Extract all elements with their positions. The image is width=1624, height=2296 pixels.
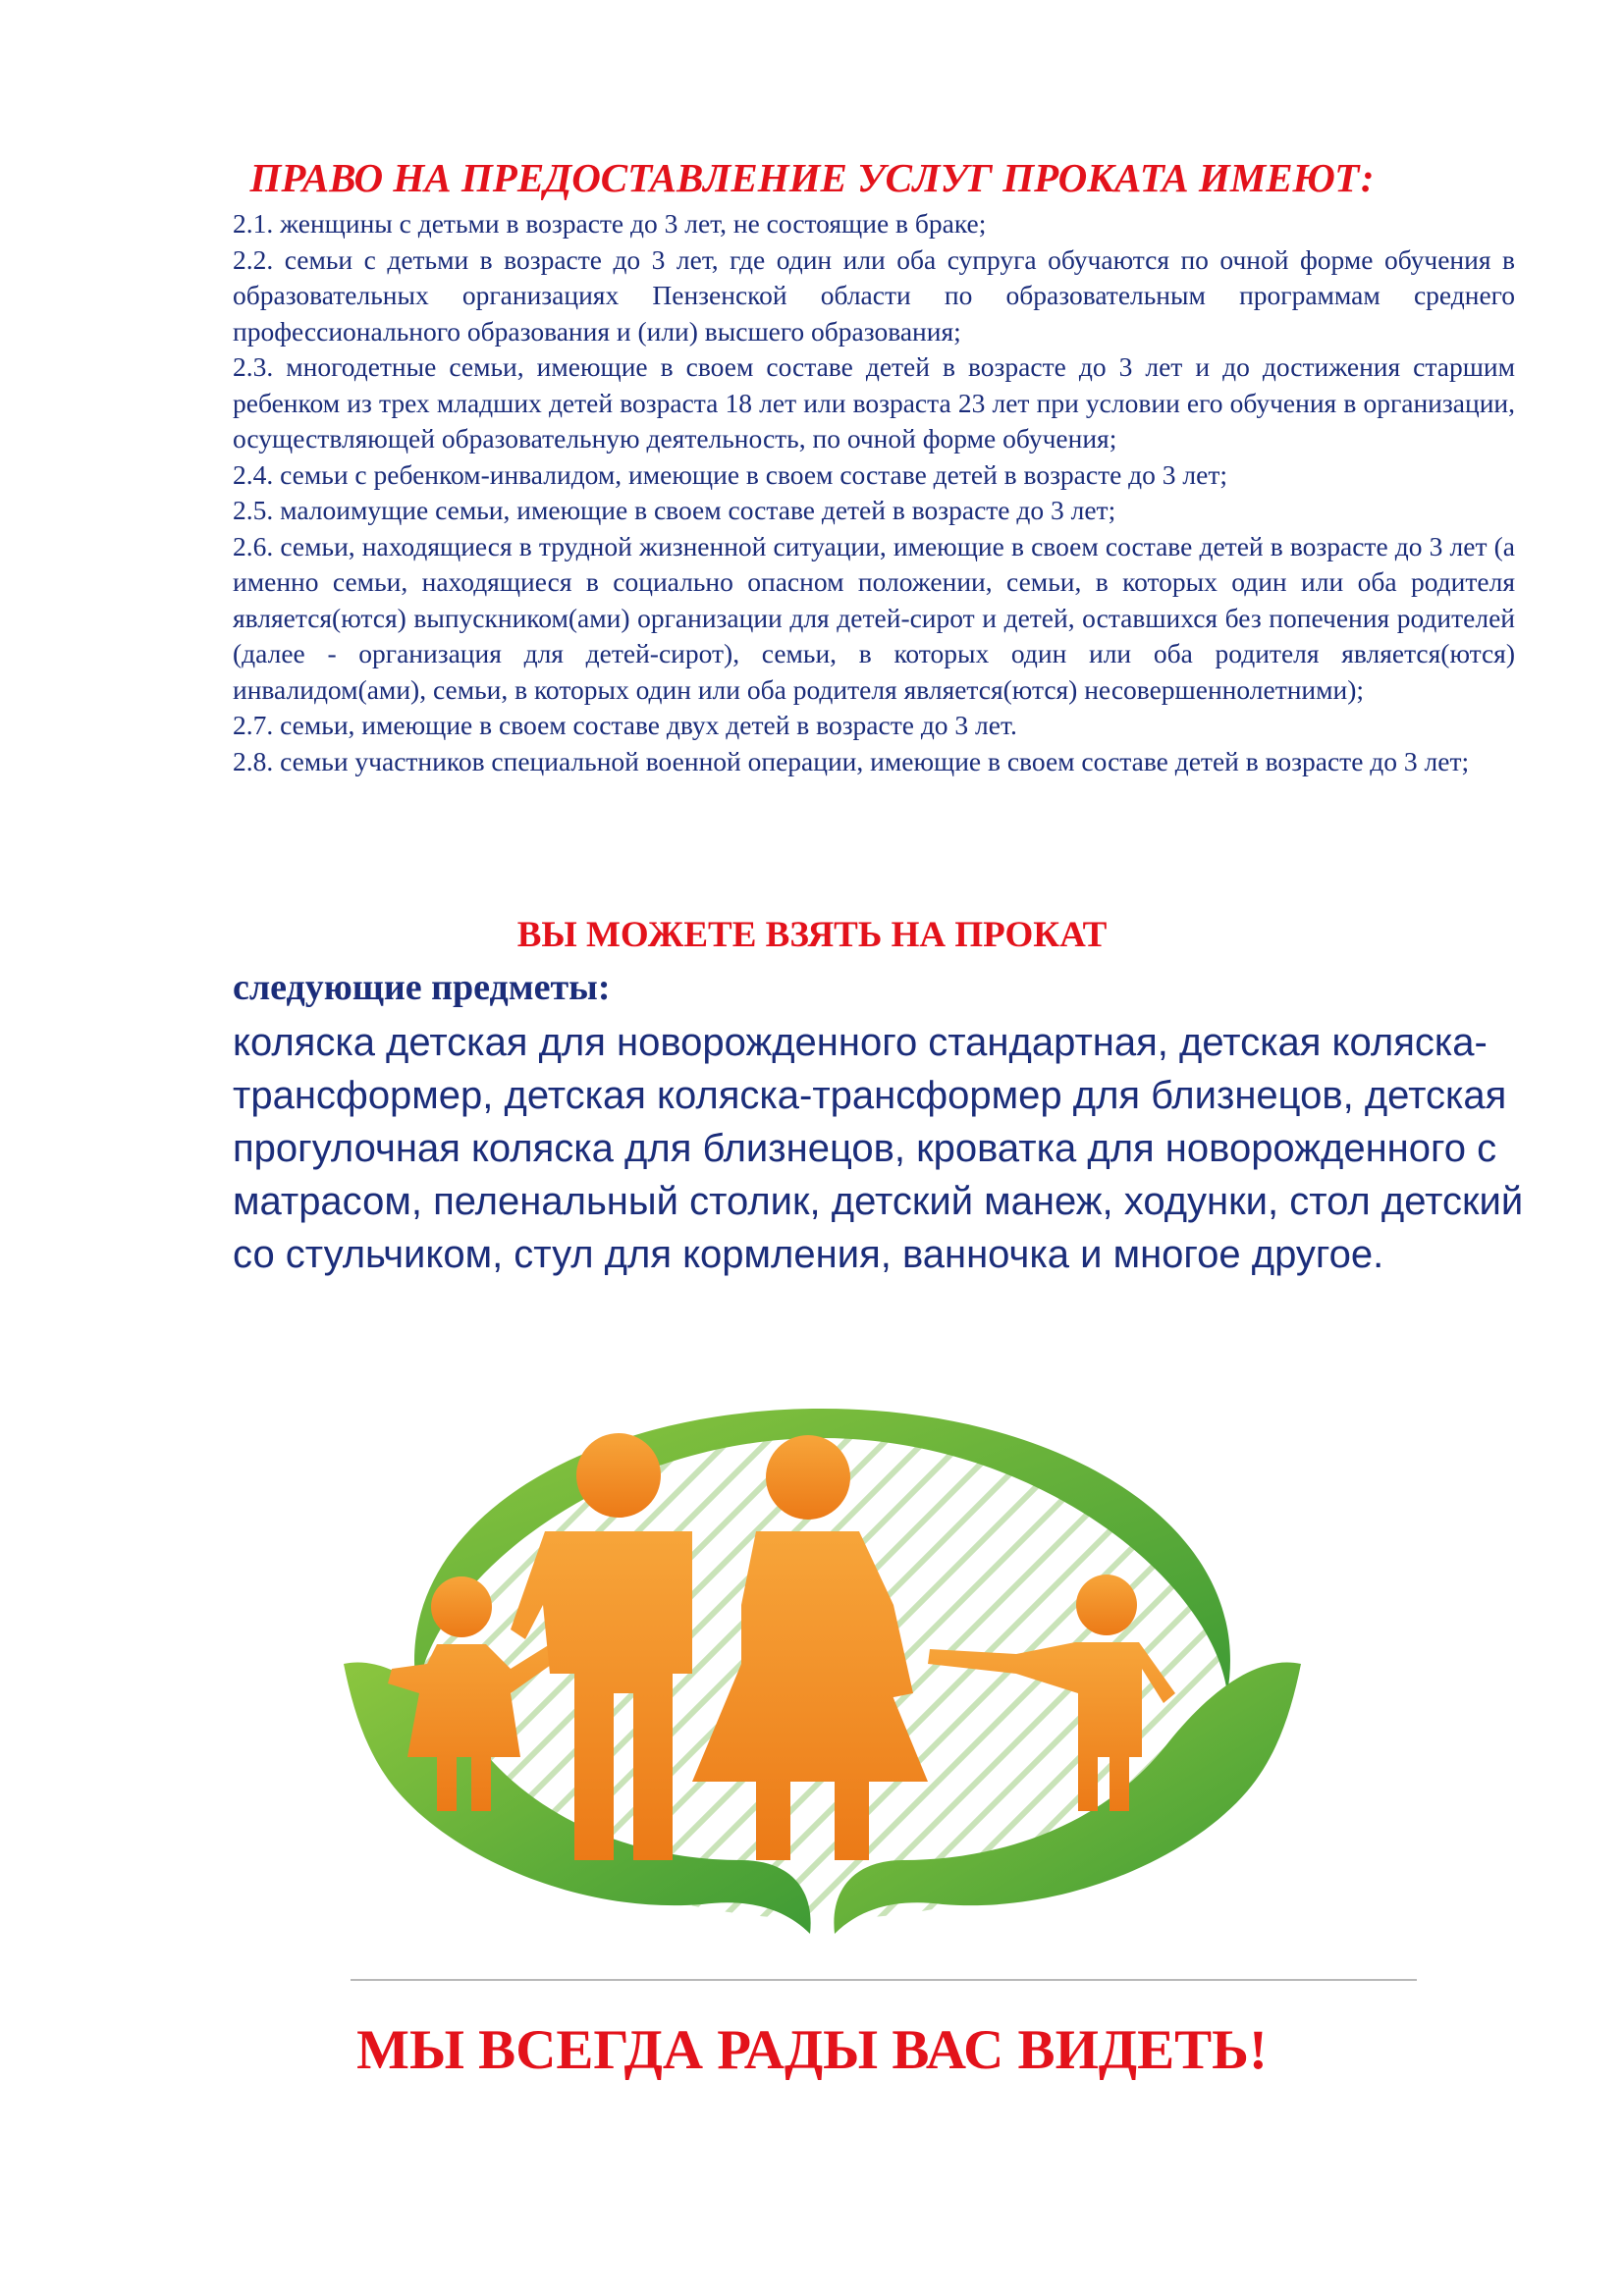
eligibility-list bbox=[233, 206, 1515, 779]
footer-slogan: МЫ ВСЕГДА РАДЫ ВАС ВИДЕТЬ! bbox=[356, 2019, 1268, 2081]
eligibility-heading: ПРАВО НА ПРЕДОСТАВЛЕНИЕ УСЛУГ ПРОКАТА ИМЕЮТ: bbox=[249, 155, 1375, 200]
eligibility-item: 2.1. женщины с детьми в возрасте до 3 лет, не состоящие в браке; bbox=[233, 208, 987, 239]
eligibility-item: 2.6. семьи, находящиеся в трудной жизненной ситуации, имеющие в своем составе детей в возрасте до 3 лет (а именно семьи, находящиеся в социально опасном положении, семьи, в которых один или оба родителя является(ются) выпускником(ами) организации для детей-сирот и детей, оставшихся без попечения родителей (далее - организация для детей-сирот), семьи, в которых один или оба родителя является(ются) инвалидом(ами), семьи, в которых один или оба родителя является(ются) несовершеннолетними); bbox=[233, 530, 1515, 705]
eligibility-item: 2.7. семьи, имеющие в своем составе двух детей в возрасте до 3 лет. bbox=[233, 710, 1017, 740]
rental-heading: ВЫ МОЖЕТЕ ВЗЯТЬ НА ПРОКАТ bbox=[516, 915, 1108, 955]
eligibility-item: 2.5. малоимущие семьи, имеющие в своем составе детей в возрасте до 3 лет; bbox=[233, 495, 1116, 525]
eligibility-item: 2.2. семьи с детьми в возрасте до 3 лет, где один или оба супруга обучаются по очной форме обучения в образовательных организациях Пензенской области по образовательным программам среднего профессионального образования и (или) высшего образования; bbox=[233, 243, 1515, 347]
eligibility-item: 2.8. семьи участников специальной военной операции, имеющие в своем составе детей в возрасте до 3 лет; bbox=[233, 745, 1470, 776]
items-subheading: следующие предметы: bbox=[233, 967, 611, 1008]
divider-line bbox=[351, 1979, 1417, 1981]
eligibility-item: 2.4. семьи с ребенком-инвалидом, имеющие в своем составе детей в возрасте до 3 лет; bbox=[233, 458, 1228, 490]
family-in-hands-logo-icon bbox=[329, 1369, 1316, 1958]
eligibility-item: 2.3. многодетные семьи, имеющие в своем составе детей в возрасте до 3 лет и до достижения старшим ребенком из трех младших детей возраста 18 лет или возраста 23 лет при условии его обучения в организации, осуществляющей образовательную деятельность, по очной форме обучения; bbox=[233, 351, 1515, 454]
rental-items-text: коляска детская для новорожденного стандартная, детская коляска-трансформер, детская коляска-трансформер для близнецов, детская прогулочная коляска для близнецов, кроватка для новорожденного с матрасом, пеленальный столик, детский манеж, ходунки, стол детский со стульчиком, стул для кормления, ванночка и многое другое. bbox=[233, 1021, 1524, 1276]
